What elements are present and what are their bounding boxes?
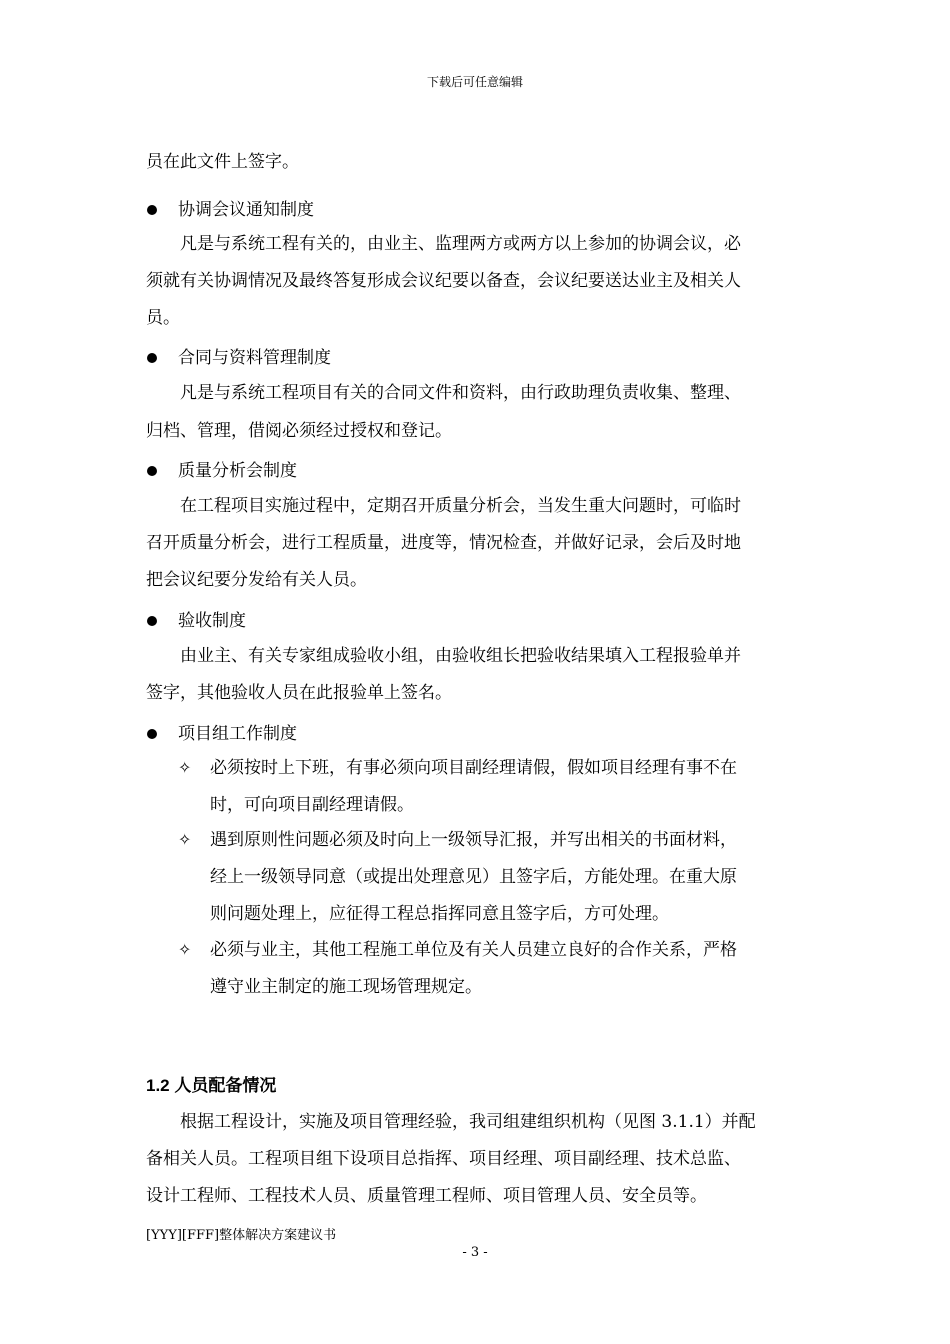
paragraph-line: 备相关人员。工程项目组下设项目总指挥、项目经理、项目副经理、技术总监、 bbox=[146, 1149, 741, 1169]
bullet-icon bbox=[147, 353, 157, 363]
bullet-title: 验收制度 bbox=[178, 611, 246, 631]
paragraph-line: 由业主、有关专家组成验收小组，由验收组长把验收结果填入工程报验单并 bbox=[180, 646, 741, 666]
sub-item-line: 时，可向项目副经理请假。 bbox=[210, 795, 414, 815]
section-heading: 1.2 人员配备情况 bbox=[146, 1076, 277, 1095]
diamond-bullet-icon: ✧ bbox=[178, 830, 192, 849]
bullet-title: 协调会议通知制度 bbox=[178, 200, 314, 220]
footer-document-name: [YYY][FFF]整体解决方案建议书 bbox=[146, 1228, 337, 1243]
bullet-icon bbox=[147, 466, 157, 476]
bullet-icon bbox=[147, 729, 157, 739]
paragraph-line: 员在此文件上签字。 bbox=[146, 152, 299, 172]
sub-item-line: 必须按时上下班，有事必须向项目副经理请假，假如项目经理有事不在 bbox=[210, 758, 737, 778]
bullet-title: 项目组工作制度 bbox=[178, 724, 297, 744]
paragraph-line: 凡是与系统工程有关的，由业主、监理两方或两方以上参加的协调会议，必 bbox=[180, 234, 741, 254]
bullet-icon bbox=[147, 205, 157, 215]
paragraph-line: 凡是与系统工程项目有关的合同文件和资料，由行政助理负责收集、整理、 bbox=[180, 383, 741, 403]
paragraph-line: 把会议纪要分发给有关人员。 bbox=[146, 570, 367, 590]
paragraph-line: 根据工程设计，实施及项目管理经验，我司组建组织机构（见图 3.1.1）并配 bbox=[180, 1112, 756, 1132]
bullet-icon bbox=[147, 616, 157, 626]
page-header: 下载后可任意编辑 bbox=[426, 75, 523, 89]
bullet-title: 合同与资料管理制度 bbox=[178, 348, 331, 368]
sub-item-line: 必须与业主，其他工程施工单位及有关人员建立良好的合作关系，严格 bbox=[210, 940, 737, 960]
diamond-bullet-icon: ✧ bbox=[178, 758, 192, 777]
paragraph-line: 员。 bbox=[146, 308, 180, 328]
sub-item-line: 则问题处理上，应征得工程总指挥同意且签字后，方可处理。 bbox=[210, 904, 669, 924]
paragraph-line: 召开质量分析会，进行工程质量，进度等，情况检查，并做好记录，会后及时地 bbox=[146, 533, 741, 553]
paragraph-line: 在工程项目实施过程中，定期召开质量分析会，当发生重大问题时，可临时 bbox=[180, 496, 741, 516]
paragraph-line: 设计工程师、工程技术人员、质量管理工程师、项目管理人员、安全员等。 bbox=[146, 1186, 707, 1206]
diamond-bullet-icon: ✧ bbox=[178, 940, 192, 959]
page-number: - 3 - bbox=[462, 1245, 488, 1260]
bullet-title: 质量分析会制度 bbox=[178, 461, 297, 481]
sub-item-line: 遵守业主制定的施工现场管理规定。 bbox=[210, 977, 482, 997]
sub-item-line: 遇到原则性问题必须及时向上一级领导汇报，并写出相关的书面材料， bbox=[210, 830, 737, 850]
paragraph-line: 须就有关协调情况及最终答复形成会议纪要以备查，会议纪要送达业主及相关人 bbox=[146, 271, 741, 291]
sub-item-line: 经上一级领导同意（或提出处理意见）且签字后，方能处理。在重大原 bbox=[210, 867, 737, 887]
paragraph-line: 归档、管理，借阅必须经过授权和登记。 bbox=[146, 421, 452, 441]
paragraph-line: 签字，其他验收人员在此报验单上签名。 bbox=[146, 683, 452, 703]
